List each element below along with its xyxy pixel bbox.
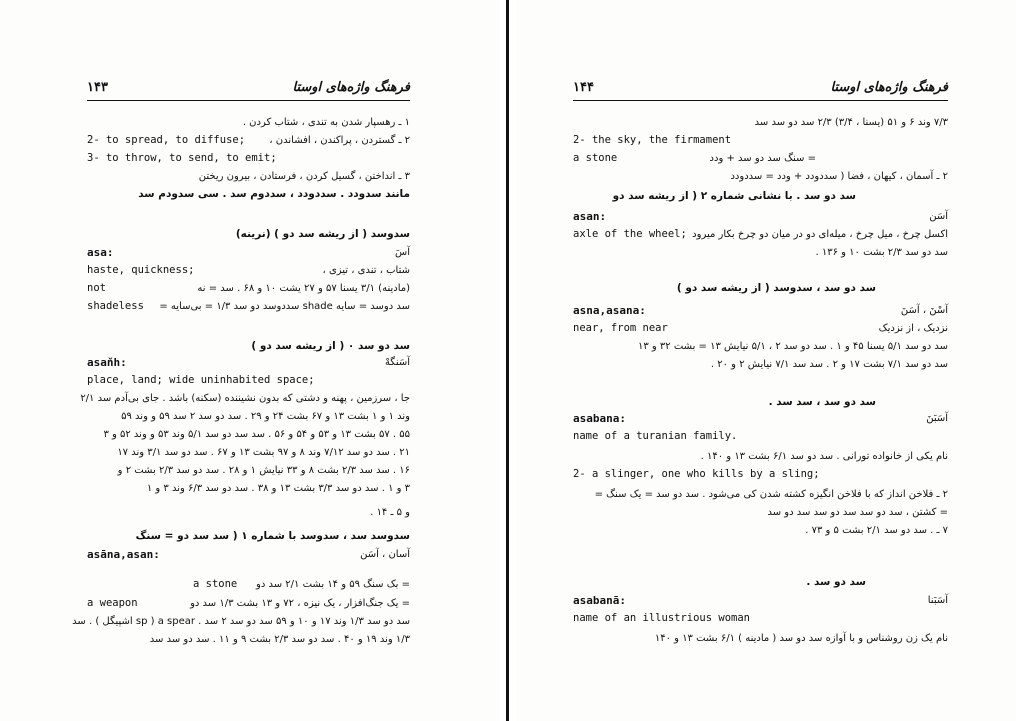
- persian-text-line: ۳ و ۱ . سد دو سد ۳/۳ بشت ۱۳ و ۳۸ . سد دو سد ۶/۳ وند ۳ و ۱: [146, 483, 410, 494]
- persian-text-line: ۲ ـ گستردن ، پراکندن ، افشاندن ،: [269, 135, 410, 146]
- persian-text-line: آسَبَنا: [927, 595, 948, 606]
- english-gloss-line: axle of the wheel;: [573, 228, 687, 240]
- persian-text-line: = سنگ سد دو سد + ودد: [709, 153, 816, 164]
- persian-text-line: شتاب ، تندی ، تیزی ،: [322, 265, 410, 276]
- persian-text-line: ۵۵ . ۵۷ بشت ۱۳ و ۵۳ و ۵۴ و ۵۶ . سد سد دو سد ۵/۱ وند ۵۳ و وند ۵۲ و ۳: [103, 429, 410, 440]
- headword: asabanā:: [573, 594, 626, 607]
- gutter-divider: [506, 0, 509, 721]
- persian-text-line: جا ، سرزمین ، پهنه و دشتی که بدون نشیننده (سکنه) باشد . جای بی‌آدم سد ۲/۱: [80, 393, 410, 404]
- english-gloss-line: near, from near: [573, 322, 668, 334]
- english-gloss-line: not: [87, 282, 106, 294]
- persian-text-line: ۱ ـ رهسپار شدن به تندی ، شتاب کردن .: [242, 117, 410, 128]
- persian-text-line: ۲ ـ فلاخن انداز که با فلاخن انگیزه کشته شدن کی می‌شود . سد دو سد = یک سنگ =: [594, 489, 948, 500]
- right-page: [516, 0, 1016, 721]
- left-page-number: ۱۴۳: [87, 80, 108, 95]
- avestan-script-line: سدوسد سد ، سدوسد با شماره ۱ ( سد سد دو = سنگ: [135, 530, 410, 542]
- right-page-number: ۱۴۴: [573, 80, 594, 95]
- english-gloss-line: a stone: [573, 152, 618, 164]
- english-gloss-line: 2- to spread, to diffuse;: [87, 134, 246, 146]
- persian-text-line: نزدیک ، از نزدیک: [878, 323, 948, 334]
- english-gloss-line: 2- a slinger, one who kills by a sling;: [573, 468, 820, 480]
- avestan-script-line: سد دو سد ، سدوسد ( از ریشه سد دو ): [676, 282, 876, 294]
- english-gloss-line: 3- to throw, to send, to emit;: [87, 152, 277, 164]
- persian-text-line: سد دو سد ۵/۱ یسنا ۴۵ و ۱ . سد دو سد ۲ ، ۵/۱ نیایش ۱۳ = بشت ۳۲ و ۱۳: [637, 341, 948, 352]
- persian-text-line: (مادینه) ۳/۱ یسنا ۵۷ و ۲۷ یشت ۱۰ و ۶۸ . سد = نه: [197, 283, 410, 294]
- avestan-script-line: سد دو سد ، سد سد .: [768, 396, 876, 408]
- persian-text-line: وند ۱ و ۱ بشت ۱۳ و ۶۷ بشت ۲۴ و ۲۹ . سد دو سد ۲ سد ۵۹ و وند ۵۹: [121, 411, 410, 422]
- avestan-script-line: سد دو سد .: [806, 576, 866, 588]
- avestan-script-line: سد دو سد ۰ ( از ریشه سد دو ): [251, 340, 410, 352]
- persian-text-line: آسان ، آسَن: [360, 549, 410, 560]
- right-header-title: فرهنگ واژه‌های اوستا: [830, 80, 948, 95]
- persian-text-line: = کشتن ، سد دو سد سد دو سد سد دو سد: [767, 507, 948, 518]
- headword: asabana:: [573, 412, 626, 425]
- persian-text-line: ۲۱ . سد دو سد ۷/۱۲ وند ۸ و ۹۷ بشت ۱۳ و ۶۷ . سد دو سد ۳/۱ وند ۱۷: [117, 447, 410, 458]
- persian-text-line: آسَ: [395, 247, 410, 258]
- headword: asan:: [573, 210, 607, 223]
- english-gloss-line: name of an illustrious woman: [573, 612, 751, 624]
- persian-text-line: سد دوسد = سایه shade سددوسد دو سد ۱/۳ = بی‌سایه =: [159, 301, 410, 312]
- persian-text-line: ۳ ـ انداختن ، گسیل کردن ، فرستادن ، بیرون ریختن: [198, 171, 410, 182]
- persian-text-line: نام یک زن روشناس و با آوازه سد دو سد ( مادینه ) ۶/۱ بشت ۱۳ و ۱۴۰: [654, 633, 948, 644]
- persian-text-line: آسْنَ ، آسَنَ: [900, 305, 948, 316]
- left-header-title: فرهنگ واژه‌های اوستا: [292, 80, 410, 95]
- english-gloss-line: name of a turanian family.: [573, 430, 738, 442]
- persian-text-line: ۲ ـ آسمان ، کیهان ، فضا ( سددودد + ودد = سددودد: [730, 171, 948, 182]
- persian-text-line: ۱/۳ وند ۱۹ و ۴۰ . سد دو سد ۲/۳ بشت ۹ و ۱۱ . سد دو سد سد: [149, 634, 410, 645]
- persian-text-line: نام یکی از خانواده تورانی . سد دو سد ۶/۱ بشت ۱۳ و ۱۴۰ .: [700, 451, 948, 462]
- persian-text-line: آسَن: [929, 211, 948, 222]
- persian-text-line: سد دو سد ۷/۱ بشت ۱۷ و ۲ . سد سد ۷/۱ نیایش ۲ و ۲۰ .: [710, 359, 948, 370]
- headword: asa:: [87, 246, 114, 259]
- headword: asāna,asan:: [87, 548, 160, 561]
- persian-text-line: = بک سنگ ۵۹ و ۱۴ بشت ۲/۱ سد دو: [256, 579, 410, 590]
- english-gloss-line: shadeless: [87, 300, 144, 312]
- english-gloss-line: place, land; wide uninhabited space;: [87, 374, 315, 386]
- avestan-script-line: سدوسد ( از ریشه سد دو ) (نرینه): [235, 228, 410, 240]
- persian-text-line: ۷/۳ وند ۶ و ۵۱ (یسنا ، ۳/۴) ۲/۳ سد دو سد سد: [754, 117, 948, 128]
- avestan-script-line: سد دو سد . با نشانی شماره ۲ ( از ریشه سد دو: [612, 190, 856, 202]
- left-page-header: [87, 78, 410, 101]
- headword: asna,asana:: [573, 304, 646, 317]
- right-page-header: [573, 78, 948, 101]
- persian-text-line: آسَبَنَ: [926, 413, 948, 424]
- persian-text-line: ۷ ـ . سد دو سد ۲/۱ بشت ۵ و ۷۳ .: [805, 525, 948, 536]
- avestan-script-line: مانند سدودد . سددودد ، سددوم سد . سی سدودم سد: [138, 188, 410, 200]
- persian-text-line: سد دو سد ۲/۳ بشت ۱۰ و ۱۳۶ .: [815, 247, 948, 258]
- persian-text-line: سد دو سد ۱/۳ وند ۱۷ و ۱۰ و ۵۹ سد دو سد ۲ سد . sp ) a spear اشپیگل ) . سد: [72, 616, 410, 627]
- english-gloss-line: haste, quickness;: [87, 264, 195, 276]
- persian-text-line: و ۵ ـ ۱۴ .: [370, 507, 410, 518]
- persian-text-line: ۱۶ . سد سد ۲/۳ بشت ۸ و ۳۳ نیایش ۱ و ۲۸ . سد دو سد ۲/۳ بشت ۲ و: [117, 465, 410, 476]
- headword: asaňh:: [87, 356, 127, 369]
- persian-text-line: اکسل چرخ ، میل چرخ ، میله‌ای دو در میان دو چرخ بکار میرود: [692, 229, 948, 240]
- persian-text-line: = یک جنگ‌افزار ، یک نیزه ، ۷۲ و ۱۳ بشت ۱/۳ سد دو: [190, 598, 410, 609]
- book-gutter: [500, 0, 516, 721]
- english-gloss-line: a weapon: [87, 597, 138, 609]
- english-gloss-line: 2- the sky, the firmament: [573, 134, 732, 146]
- left-page: [0, 0, 500, 721]
- persian-text-line: آسَنگهْ: [384, 357, 410, 368]
- english-gloss-line: a stone: [193, 578, 238, 590]
